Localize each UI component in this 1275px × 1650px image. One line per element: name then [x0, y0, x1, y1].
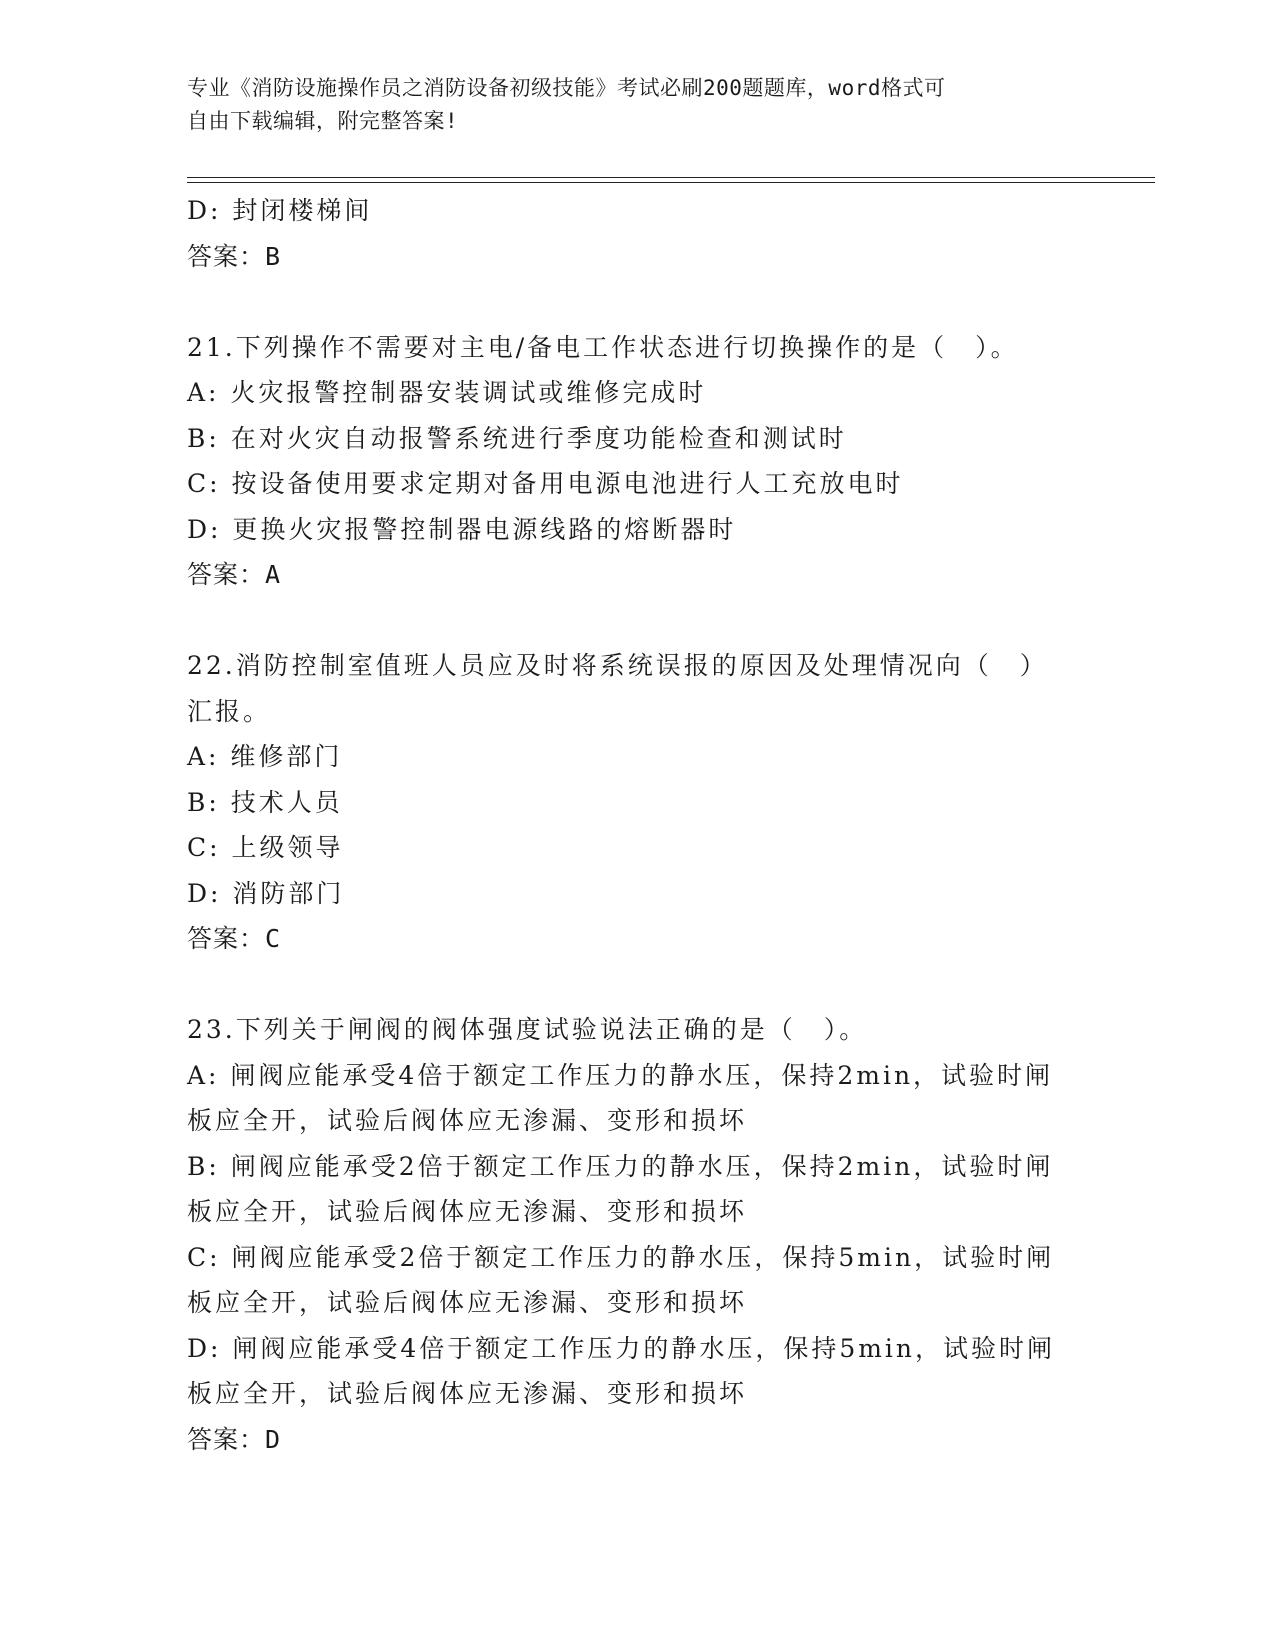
- answer: 答案：D: [187, 1424, 282, 1454]
- answer: 答案：A: [187, 560, 282, 589]
- question-gap: [187, 279, 1087, 325]
- question-stem: 21.下列操作不需要对主电/备电工作状态进行切换操作的是（ ）。: [187, 332, 1019, 362]
- option-b: B: 技术人员: [187, 787, 343, 817]
- question-gap: [187, 598, 1087, 644]
- option-c: C: 上级领导: [187, 833, 344, 862]
- question-21: [187, 325, 1087, 598]
- prev-answer: 答案：B: [187, 241, 282, 271]
- header-divider-top: [187, 177, 1155, 178]
- option-b: B: 在对火灾自动报警系统进行季度功能检查和测试时: [187, 423, 847, 453]
- prev-option-d: D: 封闭楼梯间: [187, 196, 373, 225]
- option-a-continued: 板应全开，试验后阀体应无渗漏、变形和损坏: [187, 1106, 748, 1135]
- option-b: B: 闸阀应能承受2倍于额定工作压力的静水压，保持2min，试验时闸: [187, 1151, 1054, 1181]
- question-23: [187, 1007, 1087, 1462]
- option-c: C: 按设备使用要求定期对备用电源电池进行人工充放电时: [187, 469, 904, 498]
- option-d-continued: 板应全开，试验后阀体应无渗漏、变形和损坏: [187, 1379, 748, 1408]
- question-stem-continued: 汇报。: [187, 696, 272, 726]
- option-b-continued: 板应全开，试验后阀体应无渗漏、变形和损坏: [187, 1197, 748, 1226]
- answer: 答案：C: [187, 924, 282, 953]
- option-c-continued: 板应全开，试验后阀体应无渗漏、变形和损坏: [187, 1288, 748, 1317]
- header-line-2: 自由下载编辑，附完整答案!: [187, 109, 459, 133]
- document-header: [187, 72, 1087, 138]
- header-line-1: 专业《消防设施操作员之消防设备初级技能》考试必刷200题题库，word格式可: [187, 76, 946, 100]
- option-a: A: 维修部门: [187, 742, 343, 771]
- option-a: A: 火灾报警控制器安装调试或维修完成时: [187, 378, 707, 407]
- header-divider-bottom: [187, 182, 1155, 183]
- option-d: D: 消防部门: [187, 878, 345, 908]
- question-list: [187, 188, 1087, 1462]
- question-gap: [187, 962, 1087, 1008]
- option-d: D: 闸阀应能承受4倍于额定工作压力的静水压，保持5min，试验时闸: [187, 1333, 1056, 1363]
- option-c: C: 闸阀应能承受2倍于额定工作压力的静水压，保持5min，试验时闸: [187, 1242, 1055, 1272]
- question-22: [187, 643, 1087, 962]
- option-a: A: 闸阀应能承受4倍于额定工作压力的静水压，保持2min，试验时闸: [187, 1060, 1054, 1090]
- question-stem: 23.下列关于闸阀的阀体强度试验说法正确的是（ ）。: [187, 1015, 868, 1044]
- option-d: D: 更换火灾报警控制器电源线路的熔断器时: [187, 514, 737, 544]
- question-stem: 22.消防控制室值班人员应及时将系统误报的原因及处理情况向（ ）: [187, 651, 1048, 680]
